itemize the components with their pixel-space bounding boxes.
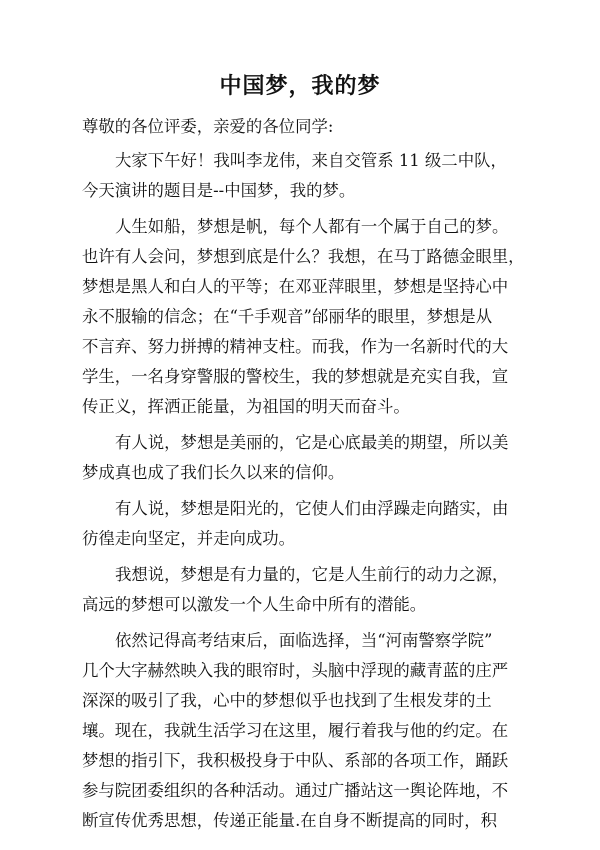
- paragraph-6-line-6: 参与院团委组织的各种活动。通过广播站这一舆论阵地，不: [82, 781, 509, 800]
- paragraph-1-line-2: 今天演讲的题目是--中国梦，我的梦。: [82, 181, 356, 200]
- paragraph-5-line-2: 高远的梦想可以激发一个人生命中所有的潜能。: [82, 595, 427, 614]
- paragraph-4-line-2: 彷徨走向坚定，并走向成功。: [82, 529, 296, 548]
- paragraph-4-line-1: 有人说，梦想是阳光的，它使人们由浮躁走向踏实，由: [115, 499, 509, 518]
- paragraph-5-line-1: 我想说，梦想是有力量的，它是人生前行的动力之源，: [115, 565, 509, 584]
- paragraph-6-line-3: 深深的吸引了我，心中的梦想似乎也找到了生根发芽的土: [82, 691, 492, 710]
- paragraph-2-line-5: 不言弃、努力拼搏的精神支柱。而我，作为一名新时代的大: [82, 337, 509, 356]
- paragraph-2-line-2: 也许有人会问，梦想到底是什么？我想，在马丁路德金眼里，: [82, 247, 525, 266]
- paragraph-6-line-5: 梦想的指引下，我积极投身于中队、系部的各项工作，踊跃: [82, 751, 509, 770]
- paragraph-2-line-3: 梦想是黑人和白人的平等；在邓亚萍眼里，梦想是坚持心中: [82, 277, 509, 296]
- paragraph-2-line-6: 学生，一名身穿警服的警校生，我的梦想就是充实自我，宣: [82, 367, 509, 386]
- paragraph-3-line-2: 梦成真也成了我们长久以来的信仰。: [82, 463, 345, 482]
- document-title: 中国梦，我的梦: [219, 74, 381, 99]
- paragraph-2-line-1: 人生如船，梦想是帆，每个人都有一个属于自己的梦。: [115, 217, 509, 236]
- paragraph-2-line-4: 永不服输的信念；在“千手观音”邰丽华的眼里，梦想是从: [82, 307, 493, 326]
- salutation-line: 尊敬的各位评委，亲爱的各位同学:: [82, 117, 334, 136]
- document-body: [82, 112, 525, 836]
- paragraph-3-line-1: 有人说，梦想是美丽的，它是心底最美的期望，所以美: [115, 433, 509, 452]
- paragraph-6-line-4: 壤。现在，我就生活学习在这里，履行着我与他的约定。在: [82, 721, 509, 740]
- paragraph-6-line-7: 断宣传优秀思想，传递正能量.在自身不断提高的同时，积: [82, 811, 497, 830]
- paragraph-6-line-2: 几个大字赫然映入我的眼帘时，头脑中浮现的藏青蓝的庄严: [82, 661, 509, 680]
- paragraph-6-line-1: 依然记得高考结束后，面临选择，当“河南警察学院”: [115, 631, 493, 650]
- paragraph-1-line-1: 大家下午好！我叫李龙伟，来自交管系 11 级二中队，: [115, 151, 507, 170]
- paragraph-2-line-7: 传正义，挥洒正能量，为祖国的明天而奋斗。: [82, 397, 410, 416]
